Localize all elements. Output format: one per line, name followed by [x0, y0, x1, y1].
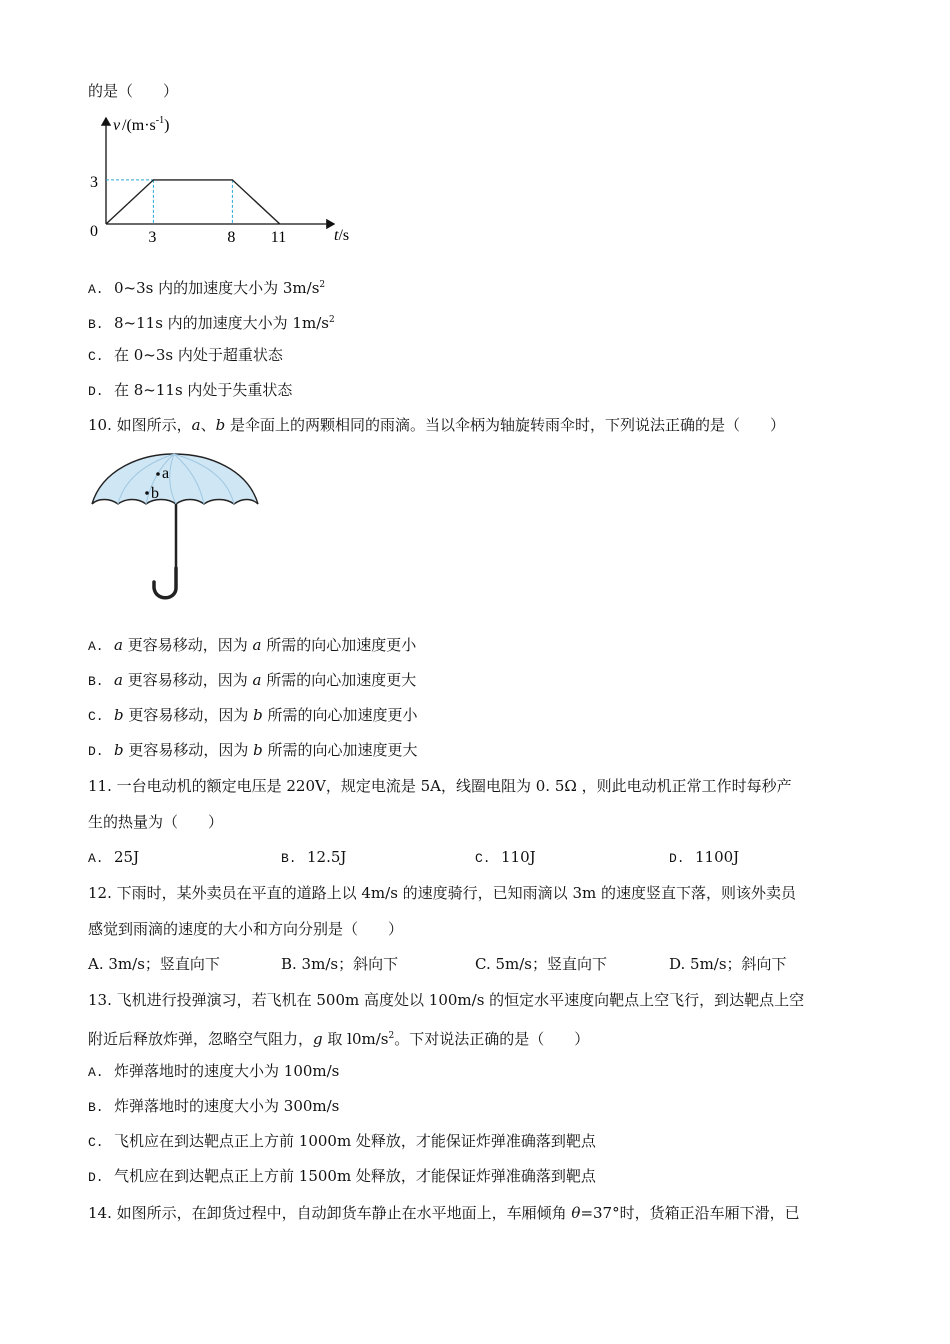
raindrop-b [145, 491, 149, 495]
y-axis-label: v [113, 117, 121, 134]
option-text: 25J [114, 848, 140, 866]
option-text: 更容易移动，因为 [122, 671, 253, 689]
option-text: 12.5J [307, 848, 347, 866]
q9-tail-text: 的是（ ） [88, 82, 179, 100]
x-tick-label: 8 [227, 229, 236, 246]
option-var: a [114, 671, 123, 689]
q10-stem: 10. 如图所示，a、b 是伞面上的两颗相同的雨滴。当以伞柄为轴旋转雨伞时，下列说法正确的是（ ） [88, 416, 785, 434]
option-sup: 2 [319, 280, 326, 290]
q10-option [88, 740, 418, 762]
option-letter: A. [88, 851, 104, 866]
raindrop-b-label: b [151, 485, 159, 502]
option-letter: D. [88, 384, 104, 399]
q13-option [88, 1061, 339, 1083]
option-letter: C. [88, 1135, 104, 1150]
option-letter: B. [281, 851, 297, 866]
option-text: 更容易移动，因为 [123, 741, 254, 759]
q11-option [669, 847, 739, 869]
q10-option [88, 635, 416, 657]
q12-option: D. 5m/s；斜向下 [669, 955, 787, 973]
q9-option [88, 380, 292, 402]
y-axis-label-end: ) [164, 117, 170, 134]
option-letter: D. [669, 851, 685, 866]
y-tick-label: 3 [90, 174, 98, 191]
option-var: a [114, 636, 123, 654]
x-axis-label: t/s [334, 227, 350, 244]
q12-stem-line1: 12. 下雨时，某外卖员在平直的道路上以 4m/s 的速度骑行，已知雨滴以 3m 的速度竖直下落，则该外卖员 [88, 884, 796, 902]
q13-option [88, 1166, 596, 1188]
option-var: a [252, 671, 262, 689]
option-letter: D. [88, 1170, 104, 1185]
x-tick-label: 3 [148, 229, 157, 246]
option-text: 所需的向心加速度更小 [261, 636, 417, 654]
option-letter: C. [88, 349, 104, 364]
option-var: a [252, 636, 262, 654]
q14-stem: 14. 如图所示，在卸货过程中，自动卸货车静止在水平地面上，车厢倾角 θ=37°时，货箱正沿车厢下滑，已 [88, 1204, 800, 1222]
option-text: 气机应在到达靶点正上方前 1500m 处释放，才能保证炸弹准确落到靶点 [114, 1167, 596, 1185]
option-sup: 2 [328, 315, 335, 325]
option-text: 0~3s 内的加速度大小为 3m/s [114, 279, 320, 297]
option-text: 1100J [695, 848, 740, 866]
raindrop-a-label: a [162, 465, 170, 482]
raindrop-a [156, 472, 160, 476]
option-text: 所需的向心加速度更大 [261, 671, 417, 689]
option-text: 飞机应在到达靶点正上方前 1000m 处释放，才能保证炸弹准确落到靶点 [114, 1132, 596, 1150]
option-letter: B. [88, 1100, 104, 1115]
q12-option: B. 3m/s；斜向下 [281, 955, 399, 973]
option-text: 所需的向心加速度更大 [262, 741, 418, 759]
umbrella-handle [154, 568, 176, 598]
option-var: b [114, 706, 124, 724]
option-var: b [114, 741, 124, 759]
option-letter: A. [88, 282, 104, 297]
option-text: 110J [501, 848, 536, 866]
q11-option [281, 847, 346, 869]
option-letter: D. [88, 744, 104, 759]
velocity-line [106, 180, 280, 224]
q11-option [88, 847, 139, 869]
option-var: b [253, 706, 263, 724]
option-text: 更容易移动，因为 [122, 636, 253, 654]
q12-option: A. 3m/s；竖直向下 [88, 955, 220, 973]
option-text: 8~11s 内的加速度大小为 1m/s [114, 314, 329, 332]
q13-stem-line1: 13. 飞机进行投弹演习，若飞机在 500m 高度处以 100m/s 的恒定水平速度向靶点上空飞行，到达靶点上空 [88, 991, 805, 1009]
q9-option [88, 275, 325, 300]
q12-stem-line2: 感觉到雨滴的速度的大小和方向分别是（ ） [88, 920, 404, 938]
umbrella-canopy [92, 454, 258, 504]
q13-stem-line2: 附近后释放炸弹，忽略空气阻力，g 取 $l0m/s^2$。下对说法正确的是（ ） [88, 1030, 590, 1048]
q11-stem-line1: 11. 一台电动机的额定电压是 220V，规定电流是 5A，线圈电阻为 0. 5Ω ，则此电动机正常工作时每秒产 [88, 777, 792, 795]
q12-option: C. 5m/s；竖直向下 [475, 955, 607, 973]
x-tick-label: 11 [270, 229, 287, 246]
svg-text:/(m·s-1): $/(m\cdot s^{-1})$ [122, 115, 170, 134]
option-letter: C. [88, 709, 104, 724]
q9-option [88, 310, 335, 335]
q9-option [88, 345, 283, 367]
y-axis-label-sup: -1 [155, 115, 165, 126]
q11-option [475, 847, 536, 869]
umbrella-figure [88, 448, 268, 608]
option-letter: A. [88, 639, 104, 654]
q13-option [88, 1131, 596, 1153]
option-var: b [253, 741, 263, 759]
q11-stem-line2: 生的热量为（ ） [88, 813, 224, 831]
q10-option [88, 670, 416, 692]
option-text: 更容易移动，因为 [123, 706, 254, 724]
option-text: 炸弹落地时的速度大小为 100m/s [114, 1062, 340, 1080]
option-letter: A. [88, 1065, 104, 1080]
q13-option [88, 1096, 339, 1118]
option-letter: B. [88, 317, 104, 332]
option-text: 在 8~11s 内处于失重状态 [114, 381, 293, 399]
option-letter: C. [475, 851, 491, 866]
option-text: 炸弹落地时的速度大小为 300m/s [114, 1097, 340, 1115]
q10-option [88, 705, 418, 727]
option-text: 所需的向心加速度更小 [262, 706, 418, 724]
vt-graph [86, 112, 366, 252]
option-letter: B. [88, 674, 104, 689]
option-text: 在 0~3s 内处于超重状态 [114, 346, 283, 364]
origin-label: 0 [90, 223, 98, 240]
